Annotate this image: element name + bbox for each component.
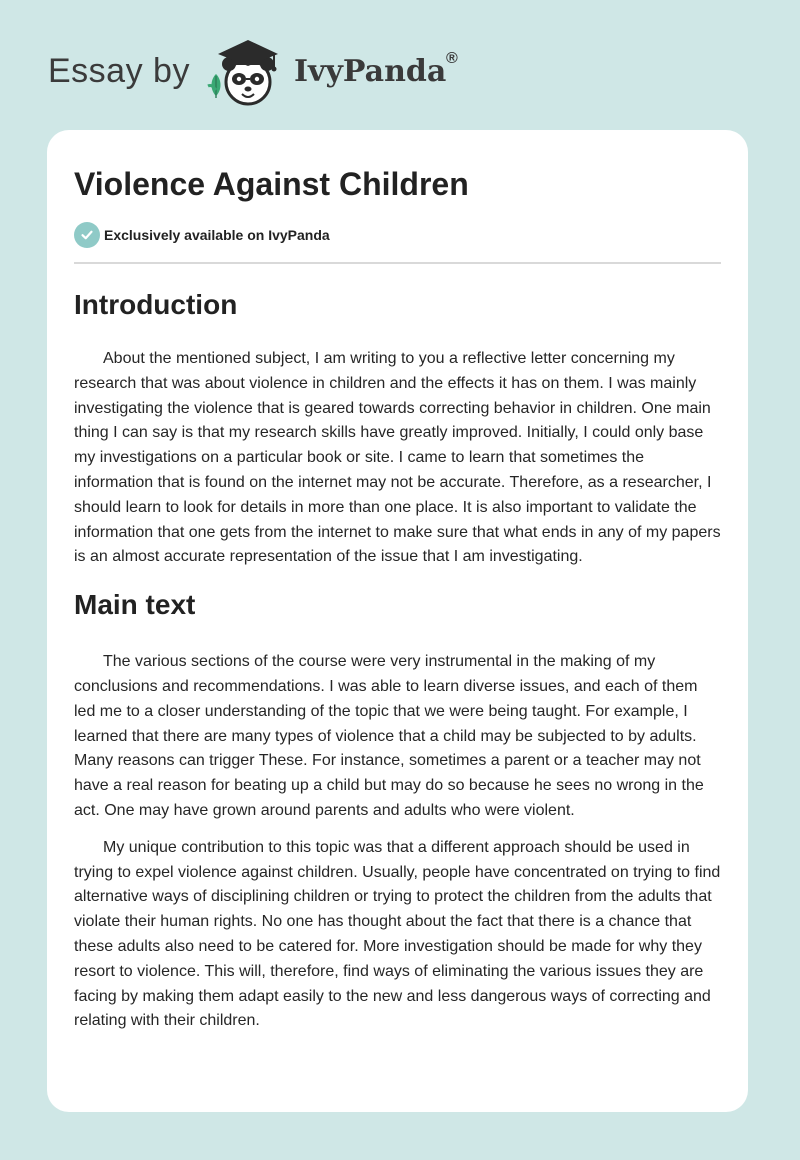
panda-graduate-icon <box>202 34 292 110</box>
exclusive-badge-text: Exclusively available on IvyPanda <box>104 227 330 243</box>
brand-header[interactable] <box>48 34 488 114</box>
essay-card <box>47 130 748 1112</box>
main-text-paragraph-1: The various sections of the course were very instrumental in the making of my conclusions and recommendations. I was able to learn diverse issues, and each of them led me to a closer understanding of the topic that we were being taught. For example, I learned that there are many types of violence that a child may be subjected to by adults. Many reasons can trigger These. For instance, sometimes a parent or a teacher may not have a real reason for beating up a child but may do so because he sees no wrong in the act. One may have grown around parents and adults who were violent. <box>74 653 704 819</box>
brand-prefix: Essay by <box>48 52 190 90</box>
brand-name: IvyPanda <box>294 54 447 89</box>
introduction-paragraph: About the mentioned subject, I am writing to you a reflective letter concerning my research that was about violence in children and the effects it has on them. I was mainly investigating the violence that is geared towards correcting behavior in children. One main thing I can say is that my research skills have greatly improved. Initially, I could only base my investigations on a particular book or site. I came to learn that sometimes the information that is found on the internet may not be accurate. Therefore, as a researcher, I should learn to look for details in more than one place. It is also important to validate the information that one gets from the internet to make sure that what ends in any of my papers is an almost accurate representation of the issue that I am investigating. <box>74 350 721 566</box>
check-icon <box>74 222 100 248</box>
section-heading-introduction: Introduction <box>74 289 238 320</box>
registered-mark: ® <box>446 50 458 67</box>
essay-title: Violence Against Children <box>74 166 469 202</box>
divider <box>74 262 721 264</box>
leaf-icon <box>208 74 221 98</box>
main-text-paragraph-2: My unique contribution to this topic was that a different approach should be used in trying to expel violence against children. Usually, people have concentrated on trying to find alternative ways of disciplining children or trying to protect the children from the adults that violate their human rights. No one has thought about the fact that there is a chance that these adults also need to be catered for. More investigation should be made for why they resort to violence. This will, therefore, find ways of eliminating the various issues they are facing by making them adapt easily to the new and less dangerous ways of correcting and relating with their children. <box>74 838 721 1030</box>
section-heading-main-text: Main text <box>74 589 196 621</box>
exclusive-badge <box>74 221 721 249</box>
